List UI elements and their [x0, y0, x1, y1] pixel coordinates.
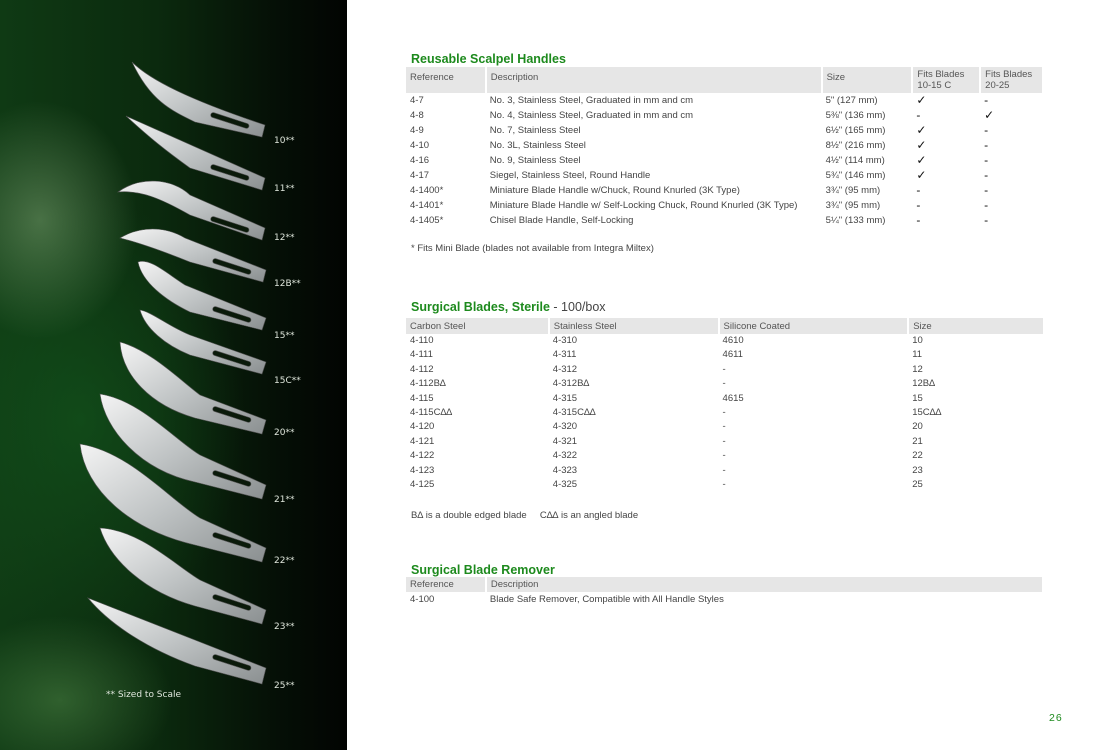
blade-label-12b: 12B** — [274, 279, 301, 289]
remover-title: Surgical Blade Remover — [411, 563, 555, 577]
handles-row-cell: No. 4, Stainless Steel, Graduated in mm and cm — [489, 110, 694, 121]
remover-table — [406, 577, 1044, 607]
handles-row-cell: ✓ — [916, 138, 927, 152]
handles-row-cell: 3¾" (95 mm) — [825, 200, 881, 211]
blades-row — [406, 392, 1044, 406]
handles-row-cell: - — [984, 198, 989, 212]
handles-row-cell: ✓ — [916, 153, 927, 167]
handles-row-cell: - — [984, 213, 989, 227]
blades-row-cell: - — [722, 378, 726, 390]
blades-row-cell: 4615 — [722, 392, 744, 404]
blades-col-silicone: Silicone Coated — [719, 318, 909, 334]
blades-row-cell: 4-325 — [552, 478, 578, 490]
blades-row-cell: 4-115C∆∆ — [410, 406, 453, 418]
blades-row — [406, 348, 1044, 362]
handles-row — [406, 153, 1043, 168]
blades-illustration — [0, 0, 347, 750]
handles-row-cell: 4-17 — [410, 170, 430, 181]
handles-row-cell: ✓ — [984, 108, 995, 122]
blade-12b — [120, 229, 266, 282]
blades-row — [406, 406, 1044, 420]
handles-row-cell: - — [984, 123, 989, 137]
handles-row-cell: 4-1405* — [410, 215, 444, 226]
handles-row-cell: 4-1401* — [410, 200, 444, 211]
blade-10 — [132, 62, 265, 137]
handles-row-cell: 8½" (216 mm) — [825, 140, 886, 151]
blades-row — [406, 363, 1044, 377]
handles-row — [406, 138, 1043, 153]
blades-row-cell: 4-125 — [410, 478, 435, 490]
blades-row-cell: - — [722, 421, 726, 433]
remover-row-cell: 4-100 — [410, 594, 435, 605]
handles-row — [406, 123, 1043, 138]
blades-row-cell: 23 — [912, 464, 923, 476]
blades-row — [406, 435, 1044, 449]
blades-row-cell: - — [722, 363, 726, 375]
handles-row-cell: - — [984, 138, 989, 152]
handles-title: Reusable Scalpel Handles — [411, 52, 566, 66]
handles-row-cell: 5" (127 mm) — [825, 95, 878, 106]
handles-row-cell: 5¼" (133 mm) — [825, 215, 886, 226]
handles-row-cell: Chisel Blade Handle, Self-Locking — [489, 215, 634, 226]
blades-title-text: Surgical Blades, Sterile — [411, 300, 550, 314]
blade-label-25: 25** — [274, 681, 295, 691]
handles-row-cell: 4-10 — [410, 140, 430, 151]
handles-row-cell: 5¾" (146 mm) — [825, 170, 886, 181]
blades-row-cell: 4611 — [722, 349, 743, 361]
blades-row — [406, 334, 1044, 348]
handles-table — [406, 67, 1044, 228]
handles-row-cell: - — [916, 213, 921, 227]
blades-row-cell: 4-312B∆ — [552, 378, 590, 390]
blade-label-23: 23** — [274, 622, 295, 632]
remover-col-reference: Reference — [406, 577, 486, 592]
blades-row-cell: 4-311 — [552, 349, 577, 361]
blades-footnote: B∆ is a double edged blade C∆∆ is an angled blade — [411, 510, 639, 521]
blade-label-15: 15** — [274, 331, 295, 341]
blades-title — [411, 300, 606, 314]
handles-row-cell: 4-16 — [410, 155, 430, 166]
handles-row-cell: - — [916, 108, 921, 122]
blades-row — [406, 449, 1044, 463]
blades-row-cell: 25 — [912, 478, 923, 490]
handles-row-cell: 4½" (114 mm) — [825, 155, 885, 166]
handles-row-cell: 5⅜" (136 mm) — [825, 110, 886, 121]
blades-row-cell: 4-310 — [552, 335, 578, 346]
handles-row — [406, 93, 1043, 108]
handles-row-cell: 4-1400* — [410, 185, 444, 196]
page-number: 26 — [1049, 712, 1063, 724]
handles-row-cell: - — [984, 168, 989, 182]
handles-row-cell: No. 3, Stainless Steel, Graduated in mm and cm — [489, 95, 694, 106]
remover-row-cell: Blade Safe Remover, Compatible with All Handle Styles — [489, 594, 724, 605]
handles-row-cell: Miniature Blade Handle w/Chuck, Round Knurled (3K Type) — [489, 185, 740, 196]
handles-row-cell: ✓ — [916, 93, 927, 107]
handles-row-cell: 3¾" (95 mm) — [825, 185, 881, 196]
blades-row-cell: 12 — [912, 363, 923, 375]
blades-col-stainless: Stainless Steel — [549, 318, 719, 334]
blade-label-22: 22** — [274, 556, 295, 566]
blades-row-cell: 4-323 — [552, 464, 578, 476]
blades-row-cell: 4-320 — [552, 421, 578, 433]
blades-row-cell: 12B∆ — [912, 378, 935, 390]
blades-row-cell: 4-123 — [410, 464, 435, 476]
blade-label-15c: 15C** — [274, 376, 301, 386]
handles-row-cell: - — [916, 198, 921, 212]
blades-row-cell: 20 — [912, 421, 923, 433]
blades-col-carbon: Carbon Steel — [406, 318, 549, 334]
blades-subtitle: - 100/box — [549, 300, 606, 314]
handles-row-cell: ✓ — [916, 123, 927, 137]
blades-row-cell: 4-120 — [410, 421, 435, 433]
blades-row-cell: 4-322 — [552, 450, 578, 462]
blades-row-cell: 21 — [912, 435, 923, 447]
handles-row — [406, 198, 1043, 213]
blades-row-cell: 4-315 — [552, 392, 578, 404]
blades-row-cell: 4-112B∆ — [410, 378, 446, 390]
blades-row-cell: 4-321 — [552, 435, 578, 447]
handles-row-cell: No. 7, Stainless Steel — [489, 125, 581, 136]
handles-col-reference: Reference — [406, 67, 486, 93]
handles-row-cell: No. 9, Stainless Steel — [489, 155, 581, 166]
blade-label-11: 11** — [274, 184, 295, 194]
blades-row-cell: 4-112 — [410, 363, 434, 375]
blades-row — [406, 464, 1044, 478]
blades-row-cell: 15C∆∆ — [912, 406, 942, 418]
blades-table — [406, 318, 1045, 492]
handles-row-cell: 6½" (165 mm) — [825, 125, 886, 136]
blades-row-cell: 4-115 — [410, 392, 434, 404]
handles-row-cell: 4-9 — [410, 125, 424, 136]
handles-row-cell: 4-7 — [410, 95, 424, 106]
blades-row-cell: 4-312 — [552, 363, 578, 375]
handles-row-cell: - — [916, 183, 921, 197]
handles-row-cell: Siegel, Stainless Steel, Round Handle — [489, 170, 651, 181]
remover-header-row — [406, 577, 1043, 592]
handles-col-fits-20-25: Fits Blades 20-25 — [980, 67, 1043, 93]
handles-row-cell: - — [984, 93, 989, 107]
handles-row — [406, 168, 1043, 183]
blades-row-cell: 4-121 — [410, 435, 435, 447]
blades-row-cell: 4-315C∆∆ — [552, 406, 596, 418]
blades-row-cell: 10 — [912, 335, 923, 346]
blades-row-cell: 4-122 — [410, 450, 435, 462]
handles-row-cell: Miniature Blade Handle w/ Self-Locking Chuck, Round Knurled (3K Type) — [489, 200, 798, 211]
blades-row-cell: 4-110 — [410, 335, 434, 346]
handles-col-size: Size — [822, 67, 913, 93]
blades-row-cell: - — [722, 464, 726, 476]
blades-row-cell: 15 — [912, 392, 923, 404]
handles-row-cell: No. 3L, Stainless Steel — [489, 140, 586, 151]
handles-col-description: Description — [486, 67, 822, 93]
scale-note: ** Sized to Scale — [106, 690, 182, 700]
blade-label-12: 12** — [274, 233, 295, 243]
blades-row-cell: - — [722, 450, 726, 462]
blades-row — [406, 377, 1044, 391]
handles-row-cell: ✓ — [916, 168, 927, 182]
remover-row — [406, 592, 1043, 607]
blades-row-cell: - — [722, 435, 726, 447]
handles-row — [406, 183, 1043, 198]
blades-row — [406, 478, 1044, 492]
blade-label-10: 10** — [274, 136, 295, 146]
blade-label-20: 20** — [274, 428, 295, 438]
blades-col-size: Size — [908, 318, 1044, 334]
blades-row-cell: 4610 — [722, 335, 744, 346]
handles-row — [406, 213, 1043, 228]
blades-row — [406, 420, 1044, 434]
blade-label-21: 21** — [274, 495, 295, 505]
handles-row-cell: 4-8 — [410, 110, 424, 121]
blades-row-cell: 11 — [912, 349, 923, 361]
handles-footnote: * Fits Mini Blade (blades not available from Integra Miltex) — [411, 243, 654, 254]
blade-illustration-panel — [0, 0, 347, 750]
blades-header-row — [406, 318, 1044, 334]
blades-row-cell: 4-111 — [410, 349, 433, 361]
blades-row-cell: - — [722, 406, 726, 418]
handles-header-row — [406, 67, 1043, 93]
handles-col-fits-10-15c: Fits Blades 10-15 C — [912, 67, 980, 93]
handles-row-cell: - — [984, 153, 989, 167]
handles-row-cell: - — [984, 183, 989, 197]
remover-col-description: Description — [486, 577, 1043, 592]
blades-row-cell: 22 — [912, 450, 923, 462]
blades-row-cell: - — [722, 478, 726, 490]
handles-row — [406, 108, 1043, 123]
